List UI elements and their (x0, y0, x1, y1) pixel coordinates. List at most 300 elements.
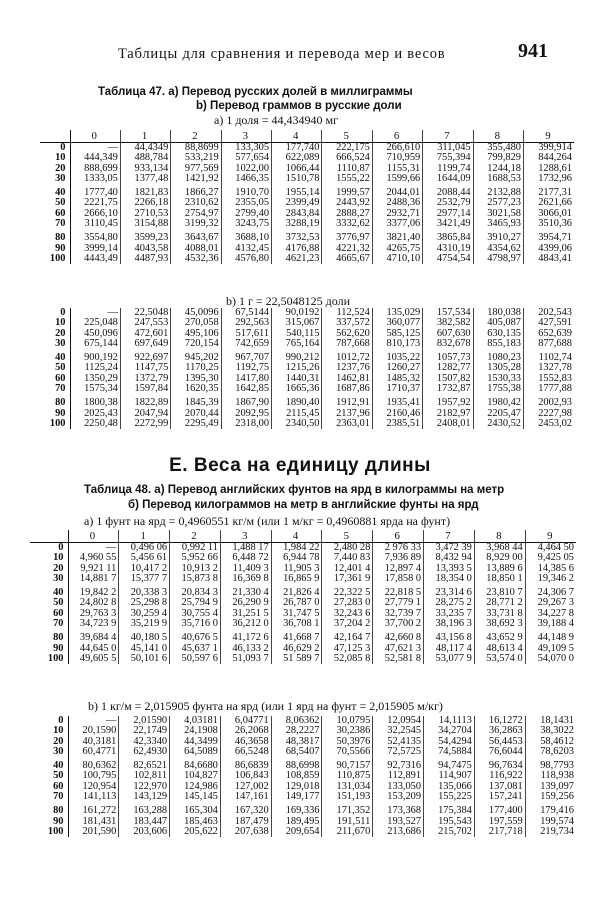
table-cell: 124,986 (170, 782, 221, 792)
table47-caption-a: Таблица 47. а) Перевод русских долей в миллиграммы (98, 86, 413, 98)
table-cell: 9,921 11 (68, 564, 119, 574)
table-cell: 39,684 4 (68, 629, 119, 643)
table-cell: 1822,89 (120, 394, 170, 408)
table-row (30, 619, 576, 629)
table-cell: 8,929 00 (474, 553, 525, 563)
table-cell: 5,456 61 (119, 553, 170, 563)
row-label: 40 (30, 584, 68, 598)
table-cell: 2088,44 (423, 184, 473, 198)
table-cell: 2754,97 (171, 209, 221, 219)
table-cell: 399,914 (538, 142, 572, 153)
table-row (30, 609, 576, 619)
table-cell: 22,1749 (119, 726, 170, 736)
table-cell: 1555,22 (322, 174, 372, 184)
table-cell: 844,264 (538, 153, 572, 164)
table-cell: 48,613 4 (474, 644, 525, 654)
row-label: 50 (40, 363, 70, 373)
table-cell: 14,385 6 (537, 563, 574, 574)
table-cell: 29,267 3 (537, 598, 574, 609)
table-cell: 21,826 4 (271, 584, 322, 598)
row-label: 50 (30, 771, 68, 781)
table-cell: 1597,84 (120, 384, 170, 394)
row-label: 10 (40, 318, 70, 328)
table-cell: 9,425 05 (537, 553, 574, 564)
row-label: 80 (30, 802, 68, 816)
table-row (30, 553, 576, 563)
table-cell: 49,605 5 (68, 654, 119, 664)
table-cell: 209,654 (271, 827, 322, 837)
table-cell: 4798,97 (473, 254, 523, 264)
table-cell: 25,298 8 (119, 598, 170, 608)
table-cell: 4310,19 (423, 244, 473, 254)
table-cell: 217,718 (474, 827, 525, 837)
table-row (30, 792, 576, 802)
table-cell: 1466,35 (221, 174, 271, 184)
table-row (30, 644, 576, 654)
row-label: 70 (30, 792, 68, 802)
table-cell: 0,496 06 (119, 543, 170, 554)
table-cell: 2318,00 (221, 419, 271, 429)
table-cell: 1244,18 (473, 164, 523, 174)
table-cell: 720,154 (171, 339, 221, 349)
table-cell: 1510,78 (272, 174, 322, 184)
column-header: 8 (474, 530, 525, 543)
table-cell: 4132,45 (221, 244, 271, 254)
table-cell: 2002,93 (538, 397, 572, 409)
table-cell: 185,463 (170, 817, 221, 827)
table-cell: 139,097 (540, 781, 574, 792)
table-cell: 652,639 (538, 328, 572, 339)
table-cell: 187,479 (220, 817, 271, 827)
table-cell: 1350,29 (70, 374, 120, 384)
table-cell: 51,093 7 (220, 654, 271, 664)
table-cell: 13,393 5 (424, 564, 475, 574)
table-cell: 3199,32 (171, 219, 221, 229)
table-cell: 3999,14 (70, 244, 120, 254)
table-cell: 157,241 (474, 792, 525, 802)
table-cell: 22,322 5 (322, 584, 373, 598)
column-header: 1 (120, 130, 170, 143)
table-cell: 20,1590 (68, 726, 119, 736)
table-cell: 1935,41 (372, 394, 422, 408)
table-cell: 41,172 6 (220, 629, 271, 643)
table-cell: 1,488 17 (220, 543, 271, 554)
table-cell: 46,629 2 (271, 644, 322, 654)
table-cell: 247,553 (120, 318, 170, 328)
table-cell: 1910,70 (221, 184, 271, 198)
row-label: 0 (30, 716, 68, 726)
table-cell: 120,954 (68, 782, 119, 792)
table-cell: 161,272 (68, 802, 119, 816)
table-cell: 42,164 7 (322, 629, 373, 643)
table-cell: 2 976 33 (373, 543, 424, 554)
table-cell: 3510,36 (538, 219, 572, 230)
table-cell: 2227,98 (538, 408, 572, 419)
table-cell: 4443,49 (70, 254, 120, 264)
table-row (40, 209, 574, 219)
table-cell: 205,622 (170, 827, 221, 837)
table-cell: 3377,06 (372, 219, 422, 229)
table-cell: 1665,36 (272, 384, 322, 394)
table-cell: 2340,50 (272, 419, 322, 429)
table-cell: 14,1113 (424, 716, 475, 726)
row-label: 20 (30, 737, 68, 747)
table-cell: 1710,37 (372, 384, 422, 394)
table-cell: 2430,52 (473, 419, 523, 429)
table-cell: 169,336 (271, 802, 322, 816)
table-cell: 215,702 (424, 827, 475, 837)
table-cell: 1999,57 (322, 184, 372, 198)
table-cell: 13,889 6 (474, 564, 525, 574)
table-cell: 37,204 2 (322, 619, 373, 629)
table-cell: 888,699 (70, 164, 120, 174)
table-cell: 32,739 7 (373, 609, 424, 619)
table-cell: 4754,54 (423, 254, 473, 264)
table-cell: 855,183 (473, 339, 523, 349)
table-cell: 15,873 8 (170, 574, 221, 584)
table-cell: 1732,87 (423, 384, 473, 394)
table48-subtitle-b: b) 1 кг/м = 2,015905 фунта на ярд (или 1 ярд на фунт = 2,015905 м/кг) (88, 699, 443, 713)
table-cell: 114,907 (424, 771, 475, 781)
table-cell: 1066,44 (272, 164, 322, 174)
table-cell: 4532,36 (171, 254, 221, 264)
table-cell: 1507,82 (423, 374, 473, 384)
table-cell: 355,480 (473, 143, 523, 154)
row-label: 40 (40, 349, 70, 363)
row-label: 80 (40, 394, 70, 408)
running-head (118, 40, 548, 62)
table-cell: 16,1272 (474, 716, 525, 726)
table-cell: 607,630 (423, 329, 473, 339)
table-row (30, 817, 576, 827)
table-cell: 2160,46 (372, 409, 422, 419)
table-cell: 2621,66 (538, 198, 572, 209)
table-cell: 2532,79 (423, 198, 473, 208)
table-cell: 1395,30 (171, 374, 221, 384)
table-cell: 47,621 3 (373, 644, 424, 654)
table-cell: 157,534 (423, 308, 473, 318)
table-cell: 472,601 (120, 329, 170, 339)
table-cell: 153,209 (373, 792, 424, 802)
table-cell: 82,6521 (119, 757, 170, 771)
table-cell: 26,2068 (220, 726, 271, 736)
table-cell: 149,177 (271, 792, 322, 802)
table-cell: 173,368 (373, 802, 424, 816)
table-cell: 44,148 9 (537, 632, 574, 644)
table-cell: 22,5048 (120, 308, 170, 318)
row-label: 60 (40, 374, 70, 384)
table-row (40, 349, 574, 363)
table-cell: 4,464 50 (537, 542, 574, 553)
table-cell: 2,01590 (119, 716, 170, 726)
table-cell: 137,081 (474, 782, 525, 792)
table-cell: 1147,75 (120, 363, 170, 373)
table-cell: 2577,23 (473, 198, 523, 208)
table-cell: 62,4930 (119, 747, 170, 757)
table-cell: 2044,01 (372, 184, 422, 198)
table-row (40, 308, 574, 318)
table-cell: 222,175 (322, 143, 372, 154)
table-cell: 17,858 0 (373, 574, 424, 584)
table47-caption-b: b) Перевод граммов в русские доли (196, 100, 402, 112)
table-cell: 11,409 3 (220, 564, 271, 574)
table-cell: 96,7634 (474, 757, 525, 771)
table-cell: 4221,32 (322, 244, 372, 254)
table-cell: 52,085 8 (322, 654, 373, 664)
table-cell: 53,077 9 (424, 654, 475, 664)
table-cell: 116,922 (474, 771, 525, 781)
table-cell: 27,779 1 (373, 598, 424, 608)
table-cell: 183,447 (119, 817, 170, 827)
table-cell: 11,905 3 (271, 564, 322, 574)
table-cell: 52,4135 (373, 737, 424, 747)
table-cell: 78,6203 (540, 746, 574, 757)
table-cell: 2443,92 (322, 198, 372, 208)
table-cell: 16,369 8 (220, 574, 271, 584)
table-cell: 213,686 (373, 827, 424, 837)
column-header: 3 (221, 130, 271, 143)
table-row (30, 771, 576, 781)
table-row (40, 339, 574, 349)
table-cell: 177,400 (474, 802, 525, 816)
table-row (40, 394, 574, 408)
table-cell: 675,144 (70, 339, 120, 349)
table-cell: 49,109 5 (537, 643, 574, 654)
table-cell: 6,448 72 (220, 553, 271, 563)
table-row (30, 629, 576, 643)
table-cell: 7,936 89 (373, 553, 424, 563)
table-cell: 44,3499 (170, 737, 221, 747)
table-row (40, 244, 574, 254)
table-cell: 17,361 9 (322, 574, 373, 584)
table-cell: 16,865 9 (271, 574, 322, 584)
table-cell: 35,716 0 (170, 619, 221, 629)
row-label: 60 (40, 209, 70, 219)
table-cell: 1777,88 (538, 384, 572, 395)
table-cell: 3776,97 (322, 229, 372, 243)
row-label: 0 (40, 143, 70, 154)
table-cell: 1,984 22 (271, 543, 322, 554)
table-cell: 14,881 7 (68, 574, 119, 584)
table-cell: 28,275 2 (424, 598, 475, 608)
table-cell: 151,193 (322, 792, 373, 802)
table-cell: 180,038 (473, 308, 523, 318)
table-cell: 2115,45 (272, 409, 322, 419)
table-cell: 4710,10 (372, 254, 422, 264)
table-row (30, 574, 576, 584)
table-cell: 2182,97 (423, 409, 473, 419)
table-cell: 131,034 (322, 782, 373, 792)
table-cell: 94,7475 (424, 757, 475, 771)
row-label: 40 (40, 184, 70, 198)
table-cell: 66,5248 (220, 747, 271, 757)
table-cell: 577,654 (221, 153, 271, 163)
table-cell: 1957,92 (423, 394, 473, 408)
table-cell: 177,740 (272, 143, 322, 154)
table-cell: 922,697 (120, 349, 170, 363)
table-cell: 382,582 (423, 318, 473, 328)
table-cell: 3599,23 (120, 229, 170, 243)
table-cell: 1215,26 (272, 363, 322, 373)
table-cell: 2666,10 (70, 209, 120, 219)
table-cell: 18,1431 (540, 716, 574, 726)
table-cell: 21,330 4 (220, 584, 271, 598)
table-cell: 1755,38 (473, 384, 523, 394)
column-header: 7 (424, 530, 475, 543)
table-cell: 967,707 (221, 349, 271, 363)
table-cell: 1687,86 (322, 384, 372, 394)
column-header: 5 (322, 530, 373, 543)
table-row (40, 164, 574, 174)
row-label: 50 (30, 598, 68, 608)
table-cell: 179,416 (540, 805, 574, 817)
table-cell: 193,527 (373, 817, 424, 827)
table48-b (30, 716, 576, 837)
table-cell: 50,101 6 (119, 654, 170, 664)
table-row (40, 219, 574, 229)
table-cell: 1192,75 (221, 363, 271, 373)
table-cell: 50,597 6 (170, 654, 221, 664)
table-row (30, 726, 576, 736)
table-cell: 211,670 (322, 827, 373, 837)
row-label: 100 (30, 654, 68, 664)
table-cell: 189,495 (271, 817, 322, 827)
row-label: 60 (30, 609, 68, 619)
table-row (30, 598, 576, 608)
table-cell: 1980,42 (473, 394, 523, 408)
table-cell: 3,968 44 (474, 543, 525, 554)
row-label: 10 (30, 726, 68, 736)
table-cell: 270,058 (171, 318, 221, 328)
table-cell: 2047,94 (120, 409, 170, 419)
table-cell: 3154,88 (120, 219, 170, 229)
table-cell: 26,290 9 (220, 598, 271, 608)
table-cell: 133,050 (373, 782, 424, 792)
table-cell: 1644,09 (423, 174, 473, 184)
table48-caption-b: б) Перевод килограммов на метр в английские фунты на ярд (128, 499, 479, 511)
row-label: 30 (30, 747, 68, 757)
table-cell: 1642,85 (221, 384, 271, 394)
table-row (40, 174, 574, 184)
table-cell: 2453,02 (538, 418, 572, 429)
row-label: 40 (30, 757, 68, 771)
row-label: 30 (40, 174, 70, 184)
table-cell: 1282,77 (423, 363, 473, 373)
table-cell: — (68, 716, 119, 726)
table-cell: 36,2863 (474, 726, 525, 736)
column-header: 2 (171, 130, 221, 143)
table-cell: 31,747 5 (271, 609, 322, 619)
table-cell: 3865,84 (423, 229, 473, 243)
table47-subtitle-b: b) 1 г = 22,5048125 доли (226, 294, 351, 308)
table-cell: 427,591 (538, 318, 572, 329)
table-cell: 2,480 28 (322, 543, 373, 554)
table-cell: 19,346 2 (537, 573, 574, 584)
table-cell: 1462,81 (322, 374, 372, 384)
table-cell: 2977,14 (423, 209, 473, 219)
table-cell: 3821,40 (372, 229, 422, 243)
table-cell: 517,611 (221, 329, 271, 339)
table-cell: 3,472 39 (424, 543, 475, 554)
table-cell: 80,6362 (68, 757, 119, 771)
table-cell: 3066,01 (538, 208, 572, 219)
running-title: Таблицы для сравнения и перевода мер и весов (118, 46, 446, 62)
table-cell: 88,8699 (171, 143, 221, 154)
row-label: 0 (40, 308, 70, 318)
table-cell: 1421,92 (171, 174, 221, 184)
table-row (30, 827, 576, 837)
table-cell: 45,0096 (171, 308, 221, 318)
table-cell: 1485,32 (372, 374, 422, 384)
table-cell: 1867,90 (221, 394, 271, 408)
table-cell: 100,795 (68, 771, 119, 781)
table-cell: 30,755 4 (170, 609, 221, 619)
table-cell: 360,077 (372, 318, 422, 328)
table-cell: 3643,67 (171, 229, 221, 243)
table-cell: 1170,25 (171, 363, 221, 373)
table-cell: 10,913 2 (170, 564, 221, 574)
table-cell: 76,6044 (474, 747, 525, 757)
table-cell: 10,0795 (322, 716, 373, 726)
table-cell: 38,3022 (540, 726, 574, 737)
table-cell: 145,145 (170, 792, 221, 802)
table-cell: 2799,40 (221, 209, 271, 219)
table-cell: 34,2704 (424, 726, 475, 736)
row-label: 20 (40, 164, 70, 174)
table-cell: 3110,45 (70, 219, 120, 229)
table-cell: 710,959 (372, 153, 422, 163)
table-row (30, 654, 576, 664)
table-cell: 36,708 1 (271, 619, 322, 629)
table-cell: 108,859 (271, 771, 322, 781)
table-cell: 900,192 (70, 349, 120, 363)
table-cell: 5,952 66 (170, 553, 221, 563)
table-cell: 495,106 (171, 329, 221, 339)
table-cell: 450,096 (70, 329, 120, 339)
table-cell: 28,771 2 (474, 598, 525, 608)
table-cell: 30,259 4 (119, 609, 170, 619)
table-cell: 2843,84 (272, 209, 322, 219)
row-label: 100 (40, 419, 70, 429)
table-cell: 1057,73 (423, 349, 473, 363)
row-label: 10 (40, 153, 70, 163)
table-cell: 1155,31 (372, 164, 422, 174)
table-cell: 159,256 (540, 792, 574, 803)
table-cell: 191,511 (322, 817, 373, 827)
table-cell: 155,225 (424, 792, 475, 802)
table-cell: 18,354 0 (424, 574, 475, 584)
table-cell: 203,606 (119, 827, 170, 837)
table-cell: 3021,58 (473, 209, 523, 219)
column-header: 4 (271, 530, 322, 543)
table-cell: — (68, 543, 119, 554)
row-label: 20 (40, 329, 70, 339)
table-cell: 266,610 (372, 143, 422, 154)
table-cell: 933,134 (120, 164, 170, 174)
page-number: 941 (518, 40, 548, 62)
table-row (40, 384, 574, 394)
table-row (40, 374, 574, 384)
table-cell: 147,161 (220, 792, 271, 802)
table-row (30, 782, 576, 792)
table-row (40, 329, 574, 339)
row-label: 0 (30, 543, 68, 554)
table-cell: 2132,88 (473, 184, 523, 198)
table-cell: 38,692 3 (474, 619, 525, 629)
table-cell: 38,196 3 (424, 619, 475, 629)
table-cell: 32,2545 (373, 726, 424, 736)
table-cell: 48,117 4 (424, 644, 475, 654)
